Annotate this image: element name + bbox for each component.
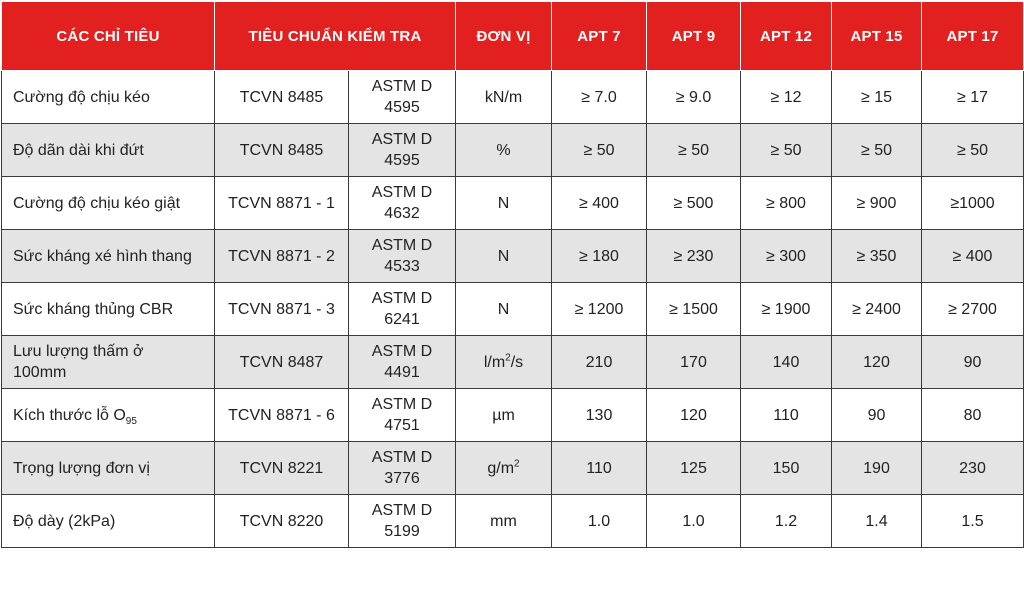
astm-prefix: ASTM D (371, 290, 433, 307)
unit-cell: mm (456, 495, 552, 548)
tcvn-standard: TCVN 8871 - 1 (215, 177, 349, 230)
header-standard: TIÊU CHUẨN KIỂM TRA (215, 2, 456, 71)
astm-standard (349, 177, 456, 230)
tcvn-standard: TCVN 8487 (215, 336, 349, 389)
criteria-name-line: Lưu lượng thấm ở (13, 343, 144, 360)
astm-number: 4595 (384, 152, 420, 169)
astm-number: 4632 (384, 205, 420, 222)
table-row (2, 124, 1024, 177)
unit-base: g/m (487, 459, 515, 477)
value-cell: 1.5 (922, 495, 1024, 548)
value-cell: ≥ 350 (832, 230, 922, 283)
astm-number: 4595 (384, 99, 420, 116)
table-row (2, 495, 1024, 548)
tcvn-standard: TCVN 8871 - 6 (215, 389, 349, 442)
value-cell: ≥ 230 (647, 230, 741, 283)
unit-cell: % (456, 124, 552, 177)
astm-prefix: ASTM D (371, 502, 433, 519)
header-row (2, 2, 1024, 71)
astm-prefix: ASTM D (371, 237, 433, 254)
value-cell: ≥ 180 (552, 230, 647, 283)
header-grade: APT 12 (741, 2, 832, 71)
tcvn-standard: TCVN 8221 (215, 442, 349, 495)
value-cell: ≥ 400 (922, 230, 1024, 283)
astm-prefix: ASTM D (371, 396, 433, 413)
table-row (2, 71, 1024, 124)
header-grade: APT 15 (832, 2, 922, 71)
value-cell: ≥ 50 (647, 124, 741, 177)
astm-standard (349, 495, 456, 548)
table-row (2, 230, 1024, 283)
criteria-name: Trọng lượng đơn vị (2, 442, 215, 495)
table-row (2, 442, 1024, 495)
value-cell: 150 (741, 442, 832, 495)
astm-prefix: ASTM D (371, 78, 433, 95)
value-cell: ≥ 7.0 (552, 71, 647, 124)
criteria-name: Cường độ chịu kéo giật (2, 177, 215, 230)
tcvn-standard: TCVN 8871 - 3 (215, 283, 349, 336)
astm-number: 4751 (384, 417, 420, 434)
value-cell: ≥ 50 (552, 124, 647, 177)
astm-prefix: ASTM D (371, 131, 433, 148)
unit-cell: µm (456, 389, 552, 442)
unit-tail: /s (510, 353, 524, 371)
unit-cell (456, 336, 552, 389)
value-cell: 90 (922, 336, 1024, 389)
unit-superscript: 2 (505, 352, 511, 364)
astm-number: 5199 (384, 523, 420, 540)
astm-standard (349, 442, 456, 495)
value-cell: ≥ 2700 (922, 283, 1024, 336)
criteria-name (2, 336, 215, 389)
table-row (2, 336, 1024, 389)
criteria-name: Độ dãn dài khi đứt (2, 124, 215, 177)
criteria-name-line: 100mm (13, 364, 67, 381)
value-cell: ≥ 50 (922, 124, 1024, 177)
value-cell: ≥ 12 (741, 71, 832, 124)
astm-standard (349, 389, 456, 442)
value-cell: ≥ 500 (647, 177, 741, 230)
value-cell: 170 (647, 336, 741, 389)
value-cell: 1.0 (647, 495, 741, 548)
value-cell: ≥ 2400 (832, 283, 922, 336)
header-grade: APT 17 (922, 2, 1024, 71)
value-cell: 190 (832, 442, 922, 495)
value-cell: ≥ 800 (741, 177, 832, 230)
unit-cell: N (456, 283, 552, 336)
unit-superscript: 2 (514, 458, 520, 470)
value-cell: 90 (832, 389, 922, 442)
astm-prefix: ASTM D (371, 184, 433, 201)
tcvn-standard: TCVN 8485 (215, 71, 349, 124)
header-grade: APT 9 (647, 2, 741, 71)
value-cell: 1.4 (832, 495, 922, 548)
tcvn-standard: TCVN 8220 (215, 495, 349, 548)
astm-standard (349, 283, 456, 336)
value-cell: ≥ 1200 (552, 283, 647, 336)
astm-standard (349, 336, 456, 389)
value-cell: ≥ 50 (741, 124, 832, 177)
astm-standard (349, 124, 456, 177)
value-cell: 210 (552, 336, 647, 389)
value-cell: ≥ 400 (552, 177, 647, 230)
value-cell: ≥ 900 (832, 177, 922, 230)
criteria-name (2, 389, 215, 442)
value-cell: ≥ 300 (741, 230, 832, 283)
criteria-name: Sức kháng xé hình thang (2, 230, 215, 283)
tcvn-standard: TCVN 8871 - 2 (215, 230, 349, 283)
value-cell: 110 (741, 389, 832, 442)
value-cell: ≥ 1900 (741, 283, 832, 336)
header-criteria: CÁC CHỈ TIÊU (2, 2, 215, 71)
unit-base: l/m (483, 353, 506, 371)
astm-prefix: ASTM D (371, 449, 433, 466)
astm-number: 4533 (384, 258, 420, 275)
unit-cell: N (456, 177, 552, 230)
value-cell: 80 (922, 389, 1024, 442)
value-cell: ≥ 1500 (647, 283, 741, 336)
criteria-name: Cường độ chịu kéo (2, 71, 215, 124)
table-row (2, 177, 1024, 230)
value-cell: 110 (552, 442, 647, 495)
astm-standard (349, 230, 456, 283)
value-cell: 230 (922, 442, 1024, 495)
criteria-name-text: Kích thước lỗ O (13, 406, 126, 424)
value-cell: ≥ 17 (922, 71, 1024, 124)
value-cell: 1.0 (552, 495, 647, 548)
criteria-subscript: 95 (125, 415, 137, 427)
criteria-name: Sức kháng thủng CBR (2, 283, 215, 336)
value-cell: 120 (832, 336, 922, 389)
spec-table (1, 1, 1024, 548)
value-cell: ≥1000 (922, 177, 1024, 230)
value-cell: 140 (741, 336, 832, 389)
value-cell: ≥ 15 (832, 71, 922, 124)
astm-standard (349, 71, 456, 124)
value-cell: ≥ 50 (832, 124, 922, 177)
unit-cell (456, 442, 552, 495)
tcvn-standard: TCVN 8485 (215, 124, 349, 177)
astm-prefix: ASTM D (371, 343, 433, 360)
table-row (2, 283, 1024, 336)
table-row (2, 389, 1024, 442)
unit-cell: kN/m (456, 71, 552, 124)
value-cell: ≥ 9.0 (647, 71, 741, 124)
header-unit: ĐƠN VỊ (456, 2, 552, 71)
astm-number: 6241 (384, 311, 420, 328)
header-grade: APT 7 (552, 2, 647, 71)
value-cell: 1.2 (741, 495, 832, 548)
criteria-name: Độ dày (2kPa) (2, 495, 215, 548)
value-cell: 125 (647, 442, 741, 495)
astm-number: 3776 (384, 470, 420, 487)
value-cell: 120 (647, 389, 741, 442)
value-cell: 130 (552, 389, 647, 442)
astm-number: 4491 (384, 364, 420, 381)
unit-cell: N (456, 230, 552, 283)
